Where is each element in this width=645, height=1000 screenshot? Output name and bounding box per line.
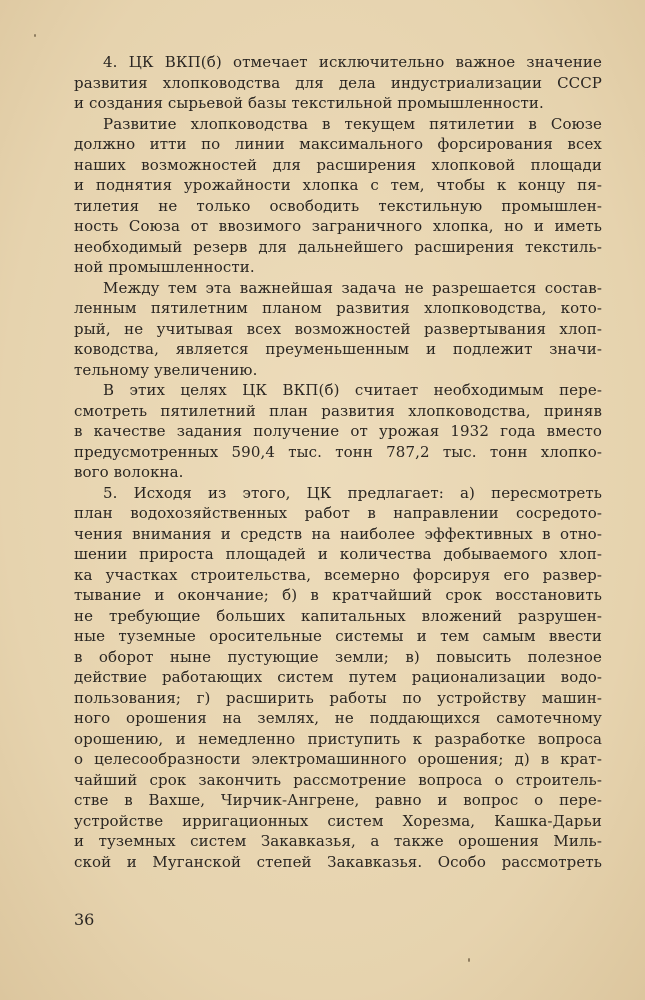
text-line: должно итти по линии максимального форсирования всех xyxy=(74,135,602,153)
text-line: тывание и окончание; б) в кратчайший срок восстановить xyxy=(74,586,602,604)
text-line: рый, не учитывая всех возможностей развертывания хлоп- xyxy=(74,319,602,338)
text-line: ской и Муганской степей Закавказья. Особо рассмотреть xyxy=(74,852,602,871)
text-line: пользования; г) расширить работы по устройству машин- xyxy=(74,688,602,707)
text-line: Между тем эта важнейшая задача не разрешается состав- xyxy=(103,278,602,297)
text-line: необходимый резерв для дальнейшего расширения текстиль- xyxy=(74,237,602,256)
text-line: чайший срок закончить рассмотрение вопроса о строитель- xyxy=(74,770,602,789)
paper-speck xyxy=(34,34,36,37)
text-line: ность Союза от ввозимого заграничного хлопка, но и иметь xyxy=(74,217,602,235)
paragraph xyxy=(74,52,602,114)
body-text xyxy=(74,52,602,872)
text-line: и поднятия урожайности хлопка с тем, чтобы к концу пя- xyxy=(74,176,602,194)
text-line: ной промышленности. xyxy=(74,258,255,276)
text-line: ка участках строительства, всемерно форсируя его развер- xyxy=(74,565,602,584)
paragraph xyxy=(74,483,602,873)
paragraph xyxy=(74,114,602,278)
text-line: устройстве ирригационных систем Хорезма, Кашка-Дарьи xyxy=(74,811,602,830)
text-line: ководства, является преуменьшенным и подлежит значи- xyxy=(74,340,602,358)
text-line: тельному увеличению. xyxy=(74,360,258,379)
text-line: 5. Исходя из этого, ЦК предлагает: а) пересмотреть xyxy=(103,483,602,502)
text-line: план водохозяйственных работ в направлении сосредото- xyxy=(74,504,602,522)
text-line: В этих целях ЦК ВКП(б) считает необходимым пере- xyxy=(103,381,602,399)
text-line: действие работающих систем путем рационализации водо- xyxy=(74,668,602,686)
text-line: и создания сырьевой базы текстильной промышленности. xyxy=(74,94,544,112)
text-line: не требующие больших капитальных вложений разрушен- xyxy=(74,606,602,625)
text-line: Развитие хлопководства в текущем пятилетии в Союзе xyxy=(103,114,602,133)
text-line: развития хлопководства для дела индустриализации СССР xyxy=(74,73,602,92)
text-line: тилетия не только освободить текстильную промышлен- xyxy=(74,196,602,215)
text-line: стве в Вахше, Чирчик-Ангрене, равно и вопрос о пере- xyxy=(74,791,602,809)
text-line: ные туземные оросительные системы и тем самым ввести xyxy=(74,627,602,645)
text-line: 4. ЦК ВКП(б) отмечает исключительно важное значение xyxy=(103,53,602,71)
text-line: смотреть пятилетний план развития хлопководства, приняв xyxy=(74,401,602,420)
text-line: в качестве задания получение от урожая 1932 года вместо xyxy=(74,422,602,440)
text-line: и туземных систем Закавказья, а также орошения Миль- xyxy=(74,832,602,850)
page-number: 36 xyxy=(74,910,95,929)
paragraph xyxy=(74,380,602,483)
paper-speck xyxy=(468,958,470,962)
paragraph xyxy=(74,278,602,381)
text-line: о целесообразности электромашинного орошения; д) в крат- xyxy=(74,750,602,768)
text-line: шении прироста площадей и количества добываемого хлоп- xyxy=(74,545,602,563)
text-line: в оборот ныне пустующие земли; в) повысить полезное xyxy=(74,647,602,666)
text-line: вого волокна. xyxy=(74,463,184,481)
text-line: ленным пятилетним планом развития хлопководства, кото- xyxy=(74,299,602,317)
text-line: предусмотренных 590,4 тыс. тонн 787,2 тыс. тонн хлопко- xyxy=(74,442,602,461)
text-line: чения внимания и средств на наиболее эффективных в отно- xyxy=(74,524,602,543)
text-line: наших возможностей для расширения хлопковой площади xyxy=(74,155,602,174)
text-line: орошению, и немедленно приступить к разработке вопроса xyxy=(74,729,602,748)
text-line: ного орошения на землях, не поддающихся самотечному xyxy=(74,709,602,727)
